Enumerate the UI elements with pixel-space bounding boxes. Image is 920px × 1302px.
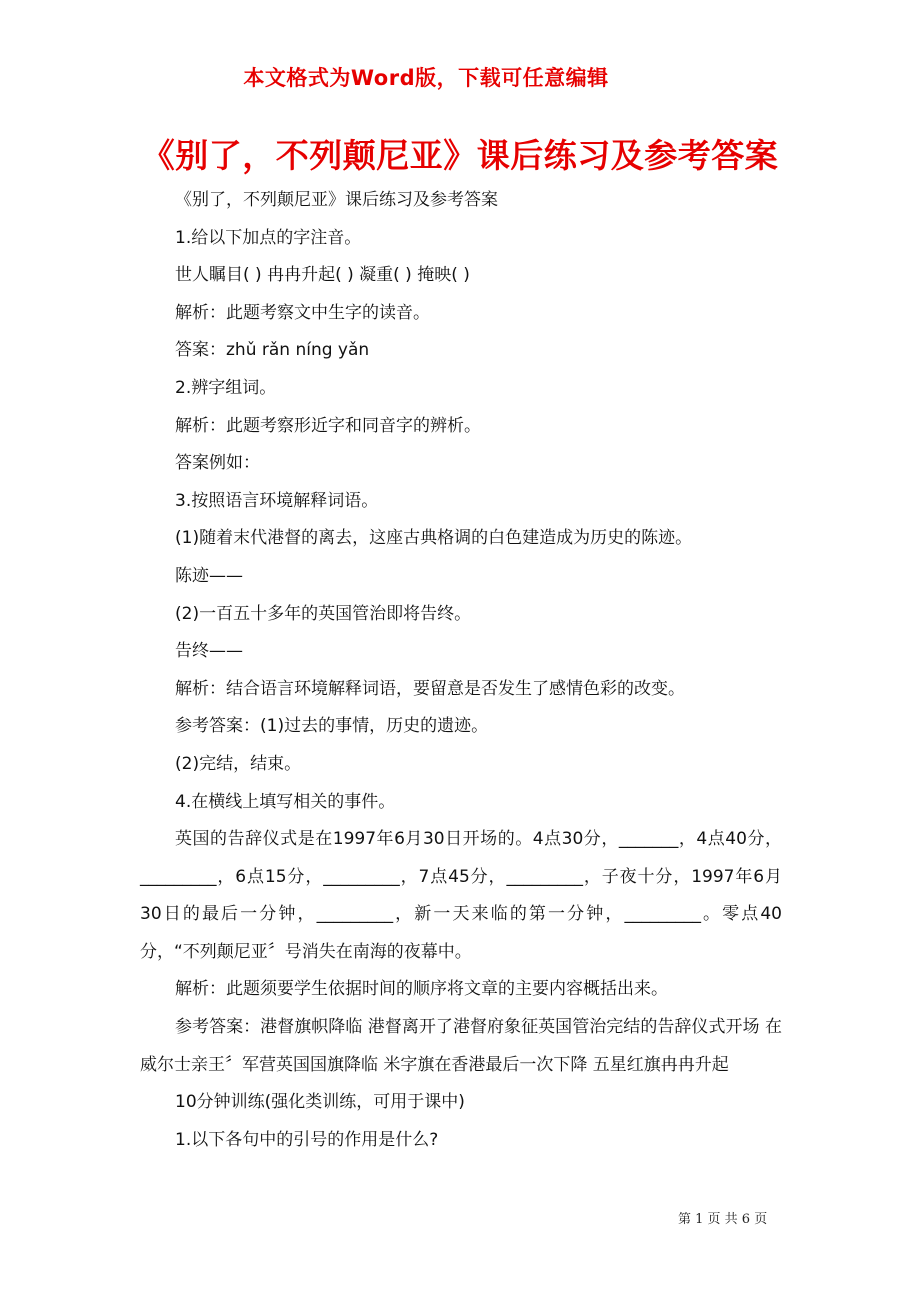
paragraph-q2: 2.辨字组词。 — [175, 377, 277, 398]
paragraph-q3-1-blank: 陈迹—— — [175, 565, 243, 586]
document-body — [140, 182, 782, 1159]
paragraph-subtitle: 《别了，不列颠尼亚》课后练习及参考答案 — [175, 190, 498, 210]
paragraph-q1-analysis: 解析：此题考察文中生字的读音。 — [175, 302, 430, 323]
edit-notice-banner: 本文格式为Word版，下载可任意编辑 — [243, 66, 609, 90]
paragraph-q1-answer: 答案：zhǔ rǎn níng yǎn — [175, 340, 370, 361]
paragraph-q3-answer-1: 参考答案：(1)过去的事情，历史的遗迹。 — [175, 716, 489, 737]
paragraph-q1: 1.给以下加点的字注音。 — [175, 227, 362, 248]
paragraph-q4: 4.在横线上填写相关的事件。 — [175, 791, 396, 812]
paragraph-q2-analysis: 解析：此题考察形近字和同音字的辨析。 — [175, 415, 481, 436]
paragraph-q4-text: 英国的告辞仪式是在1997年6月30日开场的。4点30分，_______，4点40分，_________，6点15分，_________，7点45分，_________，子夜十分，1997年6月30日的最后一分钟，_________，新一天来临的第一分钟，_________。零点40分，“不列颠尼亚〞号消失在南海的夜幕中。 — [140, 829, 782, 962]
paragraph-q3: 3.按照语言环境解释词语。 — [175, 490, 379, 511]
paragraph-q3-2-blank: 告终—— — [175, 641, 243, 662]
paragraph-training-heading: 10分钟训练(强化类训练，可用于课中) — [175, 1092, 465, 1113]
page-number-footer: 第 1 页 共 6 页 — [678, 1212, 768, 1227]
paragraph-q4-analysis: 解析：此题须要学生依据时间的顺序将文章的主要内容概括出来。 — [175, 979, 668, 1000]
paragraph-q3-answer-2: (2)完结，结束。 — [175, 753, 302, 774]
paragraph-q4-answer: 参考答案：港督旗帜降临 港督离开了港督府象征英国管治完结的告辞仪式开场 在威尔士亲王〞军营英国国旗降临 米字旗在香港最后一次下降 五星红旗冉冉升起 — [140, 1017, 782, 1075]
paragraph-q3-analysis: 解析：结合语言环境解释词语，要留意是否发生了感情色彩的改变。 — [175, 678, 685, 699]
paragraph-q3-1: (1)随着末代港督的离去，这座古典格调的白色建造成为历史的陈迹。 — [175, 528, 693, 549]
paragraph-training-q1: 1.以下各句中的引号的作用是什么? — [175, 1129, 439, 1150]
document-title: 《别了，不列颠尼亚》课后练习及参考答案 — [141, 136, 779, 175]
paragraph-q2-answer: 答案例如： — [175, 453, 260, 474]
paragraph-q1-words: 世人瞩目( ) 冉冉升起( ) 凝重( ) 掩映( ) — [175, 265, 470, 286]
paragraph-q3-2: (2)一百五十多年的英国管治即将告终。 — [175, 603, 472, 624]
